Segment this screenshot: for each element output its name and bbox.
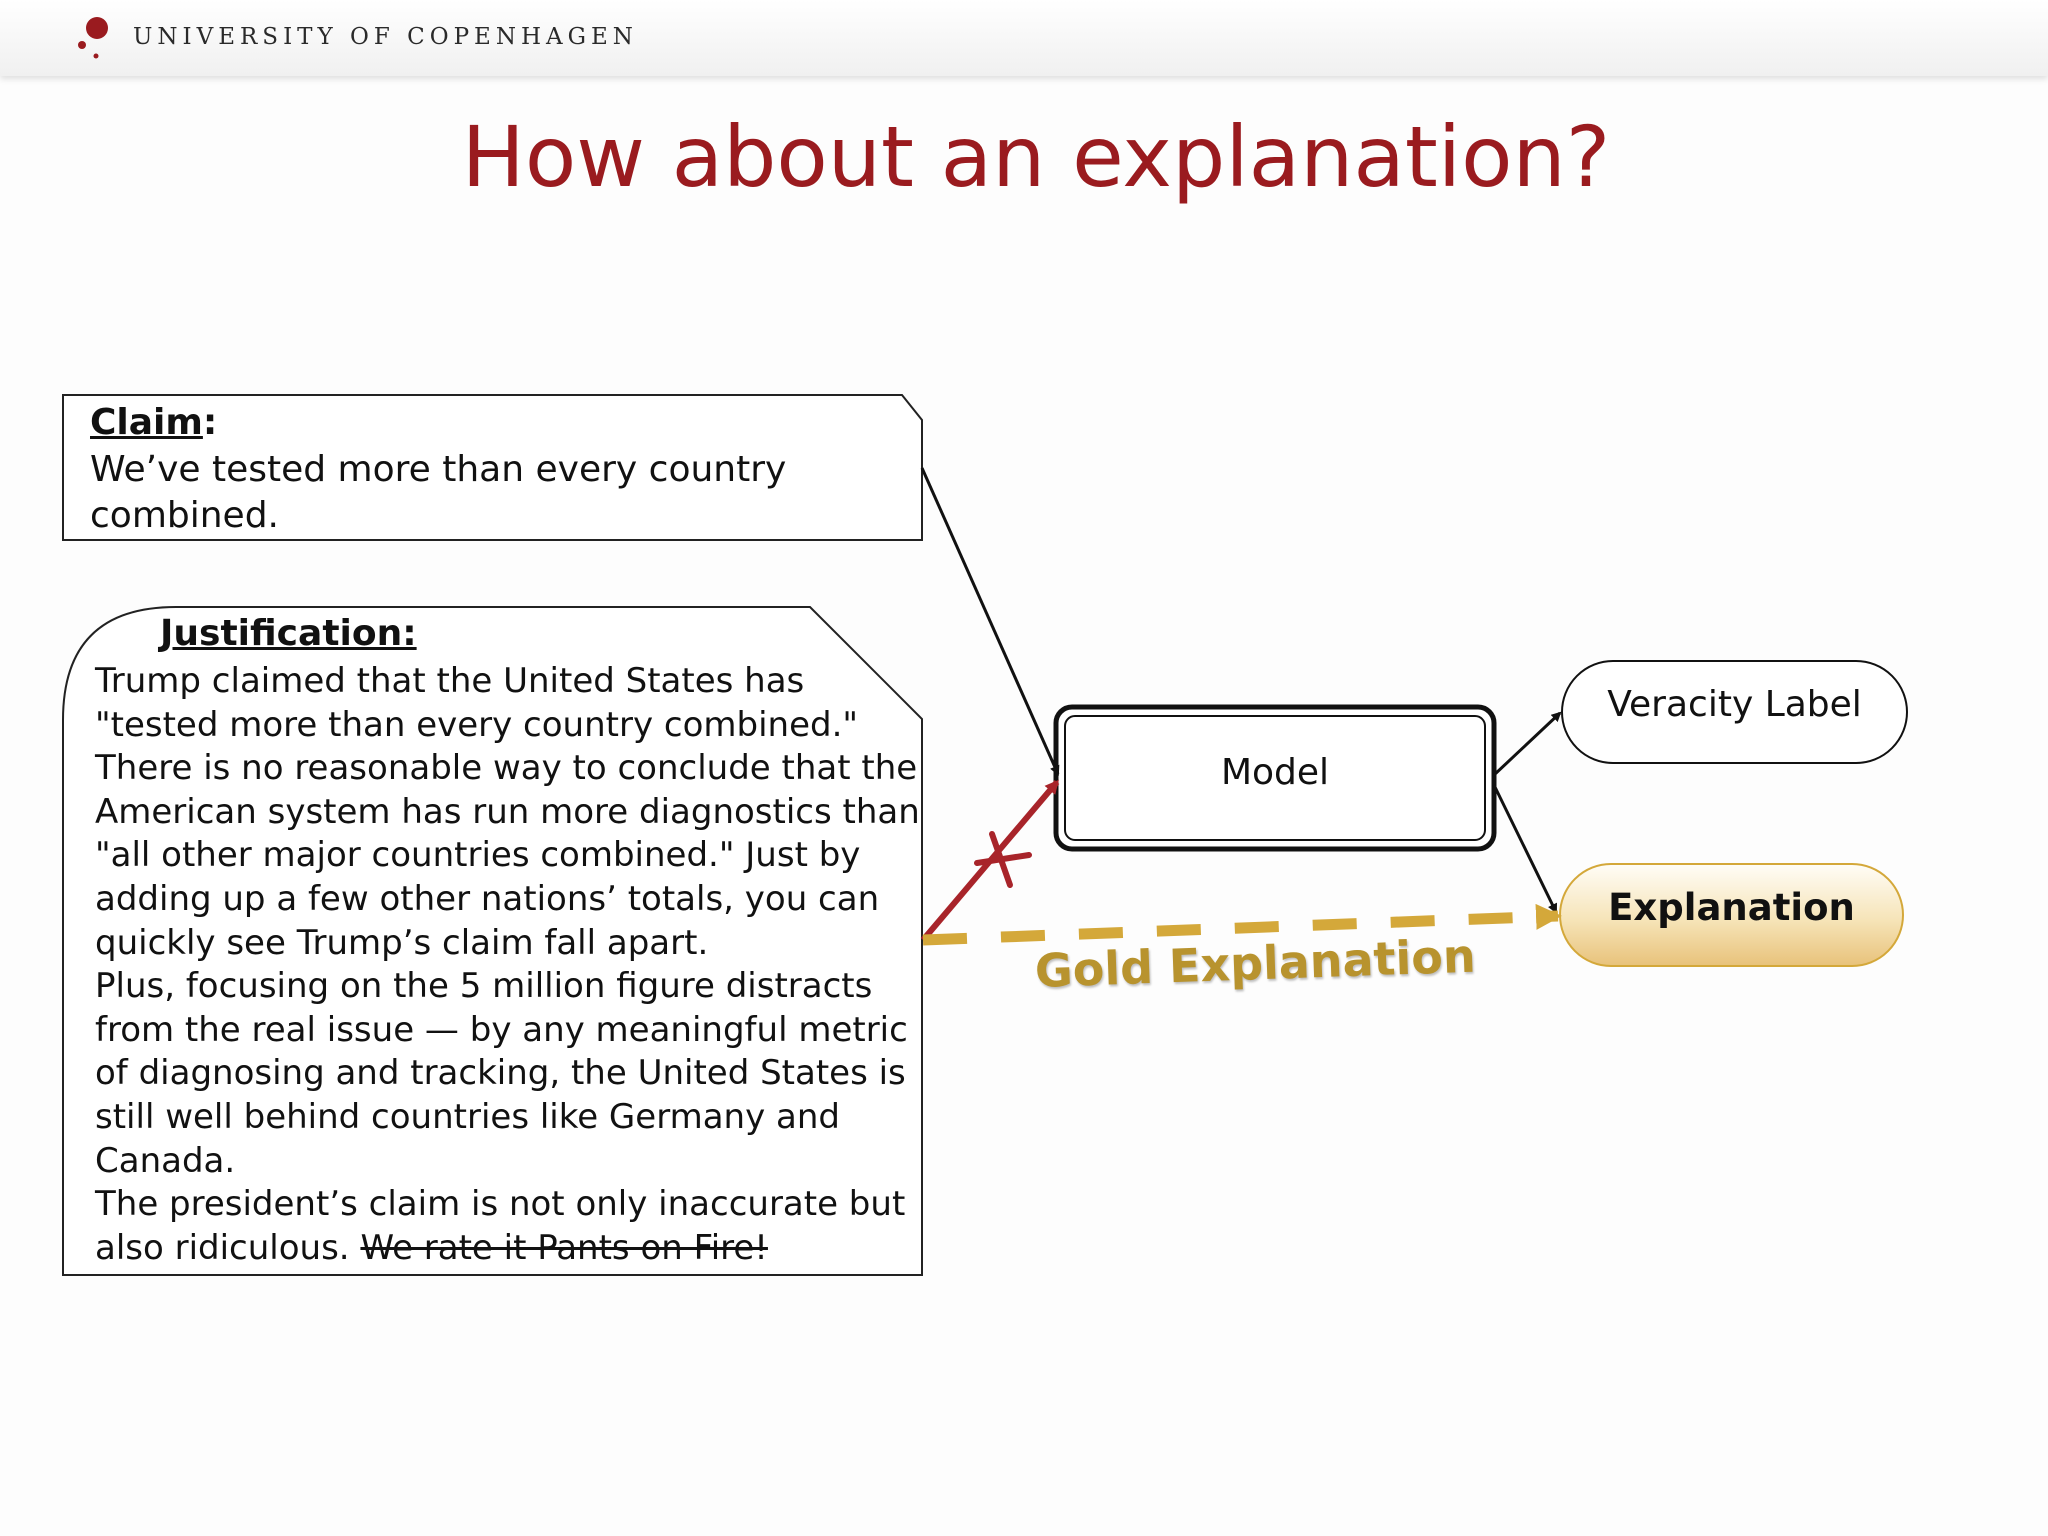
justification-heading: Justification: <box>160 613 417 654</box>
veracity-label-text: Veracity Label <box>1607 684 1862 725</box>
gold-explanation-label: Gold Explanation <box>1034 928 1477 998</box>
slide-title: How about an explanation? <box>461 108 1611 206</box>
justification-paragraph-3: The president’s claim is not only inaccurate but also ridiculous. <box>95 1184 906 1268</box>
claim-content <box>90 400 910 540</box>
justification-paragraph-2: Plus, focusing on the 5 million figure distracts from the real issue — by any meaningful metric of diagnosing and tracking, the United States is still well behind countries like Germany and Canada. <box>95 966 908 1181</box>
model-to-veracity-arrow <box>1494 713 1560 775</box>
explanation-label-text: Explanation <box>1608 886 1855 929</box>
claim-heading-colon: : <box>202 402 218 443</box>
claim-to-model-arrow <box>922 468 1058 774</box>
university-name: UNIVERSITY OF COPENHAGEN <box>133 24 638 50</box>
justification-paragraph-1: Trump claimed that the United States has "tested more than every country combined." There is no reasonable way to conclude that the American system has run more diagnostics than "all other major countries combined." Just by adding up a few other nations’ totals, you can quickly see Trump’s claim fall apart. <box>95 661 920 963</box>
model-label: Model <box>1220 752 1330 793</box>
claim-heading: Claim <box>90 402 203 443</box>
justification-struck-verdict: We rate it Pants on Fire! <box>360 1227 768 1268</box>
claim-text: We’ve tested more than every country combined. <box>90 448 787 536</box>
justification-content <box>95 660 925 1270</box>
model-to-explanation-arrow <box>1494 785 1556 912</box>
